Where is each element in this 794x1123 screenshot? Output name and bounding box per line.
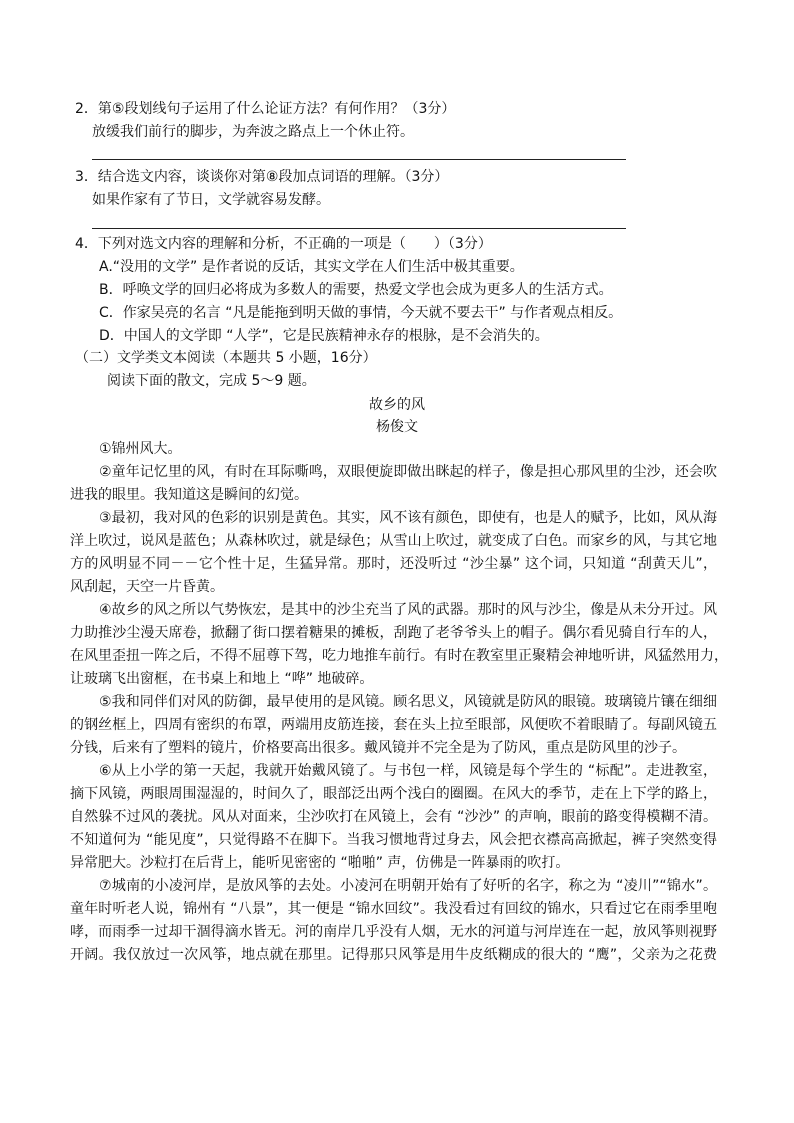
article-line: 风刮起，天空一片昏黄。: [70, 579, 224, 595]
article-line: 在风里歪扭一阵之后，不得不屈尊下驾，吃力地推车前行。有时在教室里正聚精会神地听讲，风猛然用力，: [70, 648, 728, 664]
article-line: 的钢丝框上，四周有密织的布罩，两端用皮筋连接，套在头上拉至眼部，风便吹不着眼睛了。每副风镜五: [70, 717, 717, 733]
question-4-option-c[interactable]: C．作家吴亮的名言 “凡是能拖到明天做的事情，今天就不要去干” 与作者观点相反。: [99, 305, 623, 321]
question-3-stem: 3．结合选文内容，谈谈你对第⑧段加点词语的理解。（3分）: [75, 169, 449, 185]
article-title: 故乡的风: [369, 397, 425, 413]
question-4-option-b[interactable]: B．呼唤文学的回归必将成为多数人的需要，热爱文学也会成为更多人的生活方式。: [99, 282, 613, 298]
question-3-answer-line[interactable]: [92, 228, 626, 229]
article-line: 开阔。我仅放过一次风筝，地点就在那里。记得那只风筝是用牛皮纸糊成的很大的 “鹰”，父亲为之花费: [70, 947, 717, 963]
article-line: ③最初，我对风的色彩的识别是黄色。其实，风不该有颜色，即使有，也是人的赋予，比如，风从海: [99, 510, 717, 526]
question-4-option-a[interactable]: A.“没用的文学” 是作者说的反话，其实文学在人们生活中极其重要。: [99, 259, 524, 275]
article-line: 异常肥大。沙粒打在后背上，能听见密密的 “啪啪” 声，仿佛是一阵暴雨的吹打。: [70, 855, 570, 871]
question-2-stem: 2．第⑤段划线句子运用了什么论证方法？有何作用？（3分）: [75, 101, 456, 117]
article-line: 方的风明显不同－－它个性十足，生猛异常。那时，还没听过 “沙尘暴” 这个词，只知道 “刮黄天儿”，: [70, 556, 717, 572]
article-line: ①锦州风大。: [99, 441, 182, 457]
article-line: 自然躲不过风的袭扰。风从对面来，尘沙吹打在风镜上，会有 “沙沙” 的声响，眼前的路变得模糊不清。: [70, 809, 717, 825]
question-4-stem: 4．下列对选文内容的理解和分析，不正确的一项是（ ）（3分）: [75, 236, 492, 252]
article-line: 让玻璃飞出窗框，在书桌上和地上 “哗” 地破碎。: [70, 671, 374, 687]
article-line: 不知道何为 “能见度”，只觉得路不在脚下。当我习惯地背过身去，风会把衣襟高高掀起，裤子突然变得: [70, 832, 717, 848]
section-heading: （二）文学类文本阅读（本题共 5 小题，16分）: [75, 350, 377, 366]
article-author: 杨俊文: [376, 419, 418, 435]
article-line: ②童年记忆里的风，有时在耳际嘶鸣，双眼便旋即做出眯起的样子，像是担心那风里的尘沙，还会吹: [99, 464, 717, 480]
question-4-option-d[interactable]: D．中国人的文学即 “人学”，它是民族精神永存的根脉，是不会消失的。: [99, 328, 549, 344]
article-line: 摘下风镜，两眼周围湿湿的，时间久了，眼部泛出两个浅白的圈圈。在风大的季节，走在上下学的路上，: [70, 786, 717, 802]
article-line: 童年时听老人说，锦州有 “八景”，其一便是 “锦水回纹”。我没看过有回纹的锦水，只看过它在雨季里咆: [70, 901, 717, 917]
article-line: ⑦城南的小凌河岸，是放风筝的去处。小凌河在明朝开始有了好听的名字，称之为 “凌川”“锦水”。: [99, 878, 717, 894]
article-line: 力助推沙尘漫天席卷，掀翻了街口摆着糖果的摊板，刮跑了老爷爷头上的帽子。偶尔看见骑自行车的人，: [70, 625, 717, 641]
article-line: 进我的眼里。我知道这是瞬间的幻觉。: [70, 487, 308, 503]
article-line: ⑥从上小学的第一天起，我就开始戴风镜了。与书包一样，风镜是每个学生的 “标配”。走进教室，: [99, 763, 717, 779]
question-3-quote: 如果作家有了节日，文学就容易发酵。: [92, 192, 330, 208]
article-line: 哮，而雨季一过却干涸得滴水皆无。河的南岸几乎没有人烟，无水的河道与河岸连在一起，放风筝则视野: [70, 924, 717, 940]
question-2-answer-line[interactable]: [92, 159, 626, 160]
article-line: 洋上吹过，说风是蓝色；从森林吹过，就是绿色；从雪山上吹过，就变成了白色。而家乡的风，与其它地: [70, 533, 717, 549]
article-line: ④故乡的风之所以气势恢宏，是其中的沙尘充当了风的武器。那时的风与沙尘，像是从未分开过。风: [99, 602, 717, 618]
article-line: 分钱，后来有了塑料的镜片，价格要高出很多。戴风镜并不完全是为了防风，重点是防风里的沙子。: [70, 740, 686, 756]
section-instruction: 阅读下面的散文，完成 5～9 题。: [107, 373, 316, 389]
question-2-quote: 放缓我们前行的脚步，为奔波之路点上一个休止符。: [92, 124, 414, 140]
article-line: ⑤我和同伴们对风的防御，最早使用的是风镜。顾名思义，风镜就是防风的眼镜。玻璃镜片镶在细细: [99, 694, 717, 710]
